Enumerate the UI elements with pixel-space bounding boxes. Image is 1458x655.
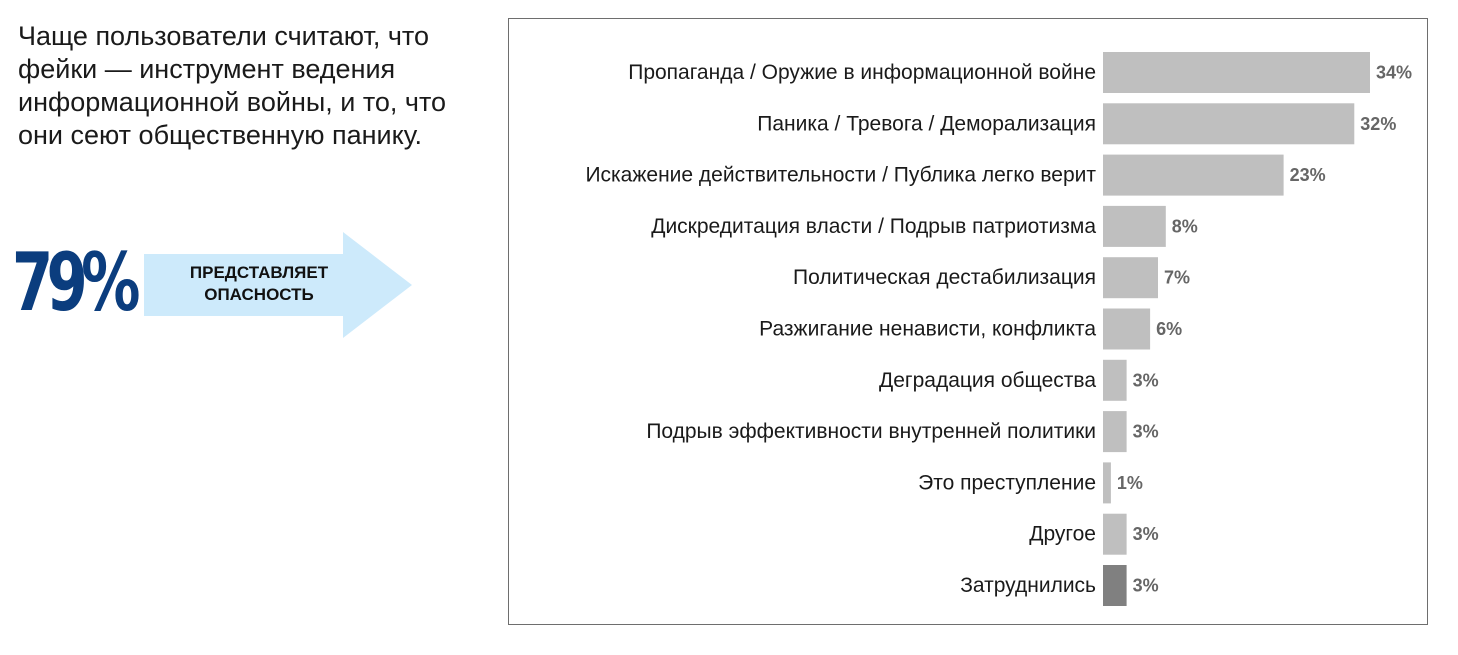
bar-chart [509,19,1429,626]
category-label: Другое [1029,522,1096,546]
value-label: 3% [1132,524,1159,545]
value-label: 3% [1132,575,1159,596]
bar [1103,206,1166,247]
chart-frame [508,18,1428,625]
bar [1103,565,1127,606]
intro-text: Чаще пользователи считают, что фейки — инструмент ведения информационной войны, и то, что они сеют общественную панику. [18,21,447,150]
stat-value: 79% [12,236,134,329]
category-label: Затруднились [960,574,1096,597]
value-label: 34% [1376,62,1413,83]
bar [1103,309,1150,350]
value-label: 3% [1132,421,1159,442]
category-label: Пропаганда / Оружие в информационной войне [628,61,1096,84]
value-label: 1% [1116,472,1143,493]
category-label: Дискредитация власти / Подрыв патриотизма [651,214,1096,238]
bar [1103,155,1284,196]
value-label: 7% [1164,267,1191,288]
bar [1103,514,1127,555]
category-label: Паника / Тревога / Деморализация [757,112,1096,136]
category-label: Политическая дестабилизация [793,266,1096,290]
bar [1103,411,1127,452]
value-label: 3% [1132,370,1159,391]
bar [1103,103,1354,144]
stat-label: ПРЕДСТАВЛЯЕТ ОПАСНОСТЬ [189,263,329,304]
category-label: Деградация общества [879,368,1096,392]
bar [1103,52,1370,93]
category-label: Это преступление [918,471,1096,495]
value-label: 32% [1360,113,1397,134]
value-label: 23% [1289,165,1326,186]
bar [1103,462,1111,503]
bar [1103,360,1127,401]
value-label: 6% [1156,319,1183,339]
bar [1103,257,1158,298]
value-label: 8% [1171,216,1198,237]
category-label: Разжигание ненависти, конфликта [759,317,1096,341]
category-label: Подрыв эффективности внутренней политики [646,420,1096,444]
stat-arrow [144,232,414,338]
category-label: Искажение действительности / Публика легко верит [585,163,1096,187]
